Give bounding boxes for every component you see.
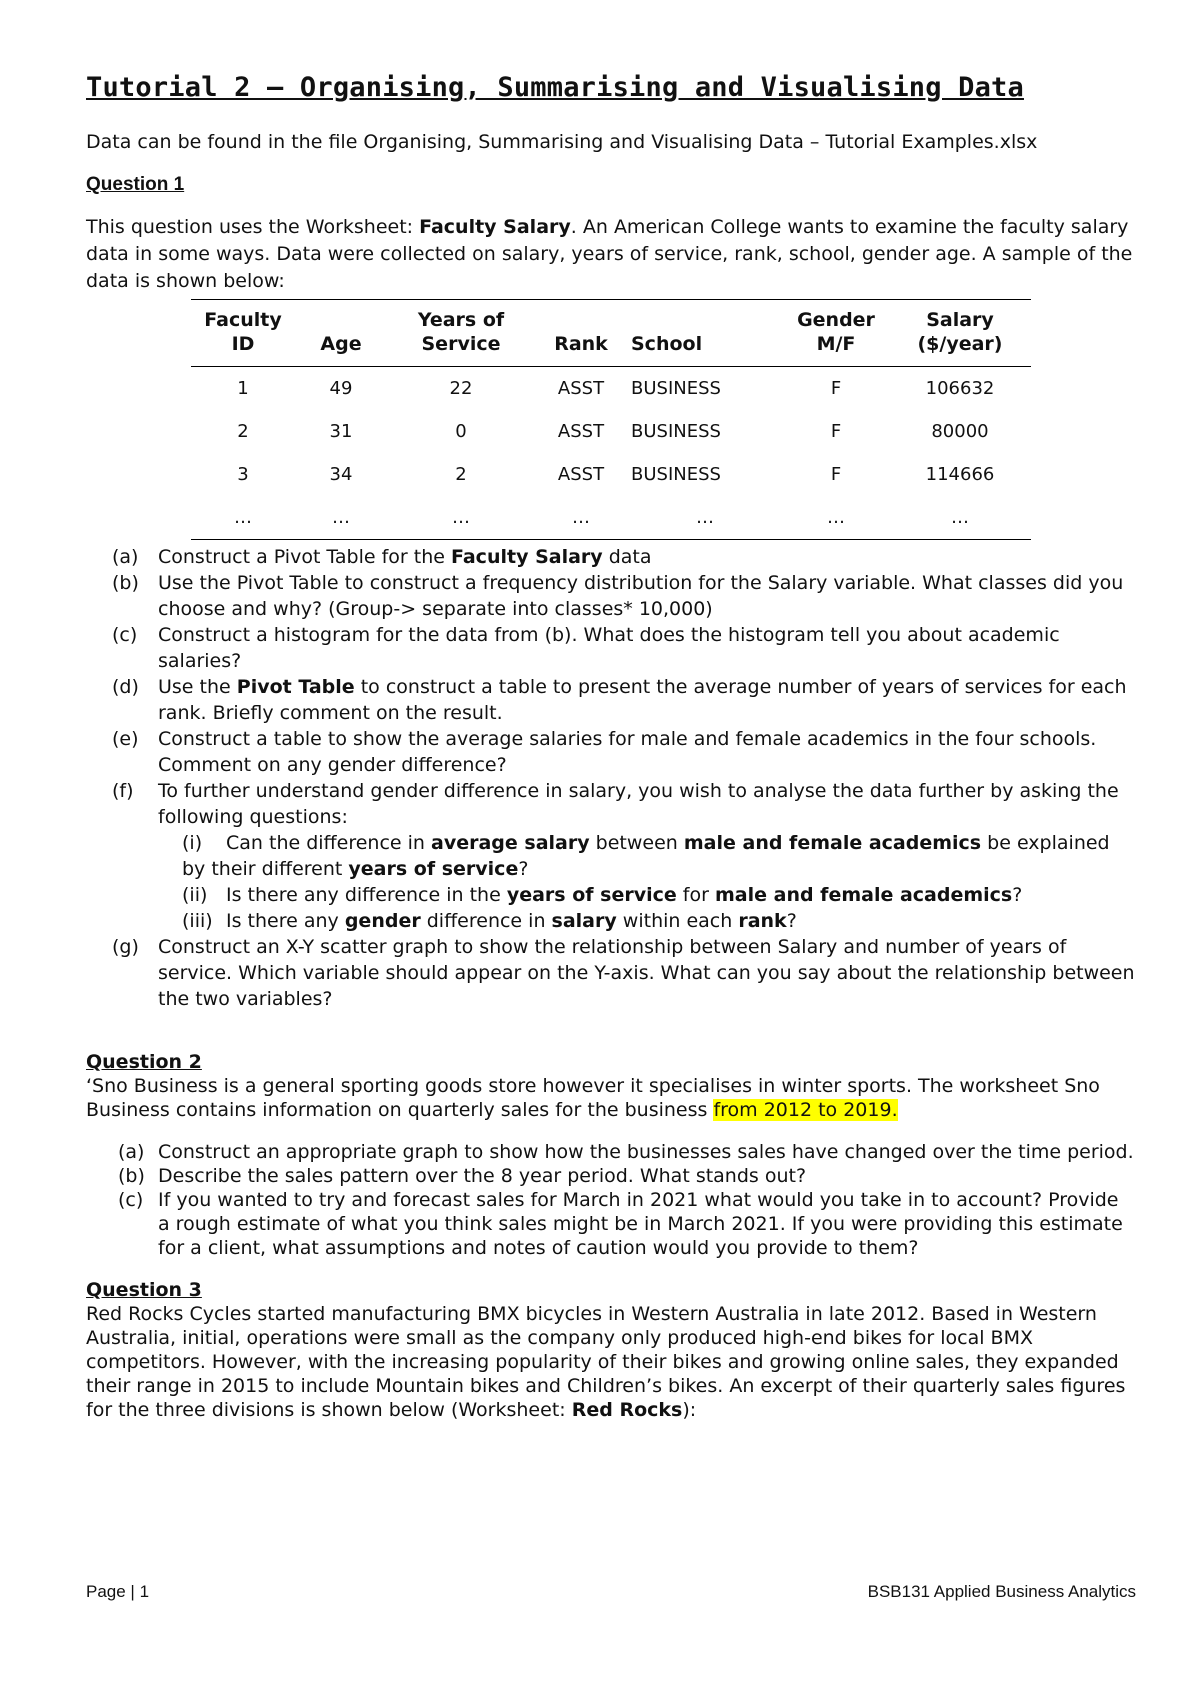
- part-label: (a): [112, 546, 139, 568]
- part-label: (c): [112, 624, 138, 646]
- part-label: (a): [118, 1141, 145, 1163]
- page-title: Tutorial 2 – Organising, Summarising and Visualising Data: [86, 72, 1024, 103]
- table-cell: 106632: [925, 378, 995, 399]
- table-row-ellipsis: [191, 496, 1031, 540]
- table-cell: 80000: [931, 421, 989, 442]
- table-cell: 2: [455, 464, 467, 485]
- q1-part-f-ii: (ii) Is there any difference in the years of service for male and female academics?: [182, 884, 1023, 906]
- faculty-salary-table: [191, 299, 1031, 540]
- table-cell: ASST: [557, 378, 605, 399]
- table-cell: BUSINESS: [631, 464, 721, 485]
- table-cell: 2: [237, 421, 249, 442]
- table-cell: …: [295, 496, 387, 540]
- table-cell: …: [627, 496, 783, 540]
- q1-part-b: (b) Use the Pivot Table to construct a frequency distribution for the Salary variable. What classes did you choose and why? (Group-> separate into classes* 10,000): [112, 572, 1124, 620]
- table-cell: 0: [455, 421, 467, 442]
- table-cell: …: [535, 496, 627, 540]
- col-header-age: Age: [295, 300, 387, 367]
- q1-part-e: (e) Construct a table to show the average salaries for male and female academics in the four schools. Comment on any gender difference?: [112, 728, 1097, 776]
- table-cell: 114666: [925, 464, 995, 485]
- table-cell: …: [889, 496, 1031, 540]
- question-1-text: This question uses the Worksheet: Faculty Salary. An American College wants to examine the faculty salary data in some ways. Data were collected on salary, years of service, rank, school, gender age. A sample of the data is shown below:: [86, 216, 1133, 292]
- col-header-school: School: [627, 300, 783, 367]
- table-cell: …: [783, 496, 889, 540]
- q1-part-a: (a) Construct a Pivot Table for the Faculty Salary data: [112, 546, 652, 568]
- question-2-parts: [86, 1140, 1136, 1260]
- question-1-parts: [86, 544, 1136, 830]
- table-header-row: [191, 300, 1031, 367]
- table-cell: 34: [329, 464, 353, 485]
- highlighted-text: from 2012 to 2019.: [713, 1099, 898, 1121]
- q1-part-f-subquestions: [86, 830, 1136, 934]
- question-3-text: Red Rocks Cycles started manufacturing BMX bicycles in Western Australia in late 2012. Based in Western Australia, initial, operations were small as the company only produced high-end bikes for local BMX competitors. However, with the increasing popularity of their bikes and growing online sales, they expanded their range in 2015 to include Mountain bikes and Children’s bikes. An excerpt of their quarterly sales figures for the three divisions is shown below (Worksheet: Red Rocks):: [86, 1303, 1126, 1421]
- table-cell: 1: [237, 378, 249, 399]
- table-cell: 31: [329, 421, 353, 442]
- q2-part-b: (b) Describe the sales pattern over the 8 year period. What stands out?: [118, 1165, 807, 1187]
- table-cell: …: [191, 496, 295, 540]
- table-cell: …: [387, 496, 535, 540]
- intro-text: Data can be found in the file Organising, Summarising and Visualising Data – Tutorial Examples.xlsx: [86, 131, 1038, 153]
- page-number: Page | 1: [86, 1582, 150, 1601]
- col-header-faculty-id: Faculty ID: [191, 300, 295, 367]
- table-cell: ASST: [557, 464, 605, 485]
- part-label: (e): [112, 728, 139, 750]
- part-label: (b): [112, 572, 139, 594]
- table-cell: BUSINESS: [631, 421, 721, 442]
- table-cell: 49: [329, 378, 353, 399]
- page-footer: [86, 1582, 1136, 1602]
- table-cell: F: [830, 378, 842, 399]
- part-label: (g): [112, 936, 139, 958]
- question-1-parts-cont: [86, 934, 1136, 1012]
- q1-part-f-iii: (iii) Is there any gender difference in salary within each rank?: [182, 910, 797, 932]
- table-cell: 3: [237, 464, 249, 485]
- document-page: [86, 72, 1136, 1422]
- part-label: (c): [118, 1189, 144, 1211]
- table-row: [191, 453, 1031, 496]
- table-cell: 22: [449, 378, 473, 399]
- part-label: (f): [112, 780, 134, 802]
- question-3-heading: Question 3: [86, 1279, 202, 1301]
- question-2-section: [86, 1050, 1136, 1260]
- question-2-heading: Question 2: [86, 1051, 202, 1073]
- q2-part-a: (a) Construct an appropriate graph to show how the businesses sales have changed over the time period.: [118, 1141, 1134, 1163]
- q1-part-d: (d) Use the Pivot Table to construct a table to present the average number of years of services for each rank. Briefly comment on the result.: [112, 676, 1127, 724]
- table-cell: F: [830, 464, 842, 485]
- q1-part-g: (g) Construct an X-Y scatter graph to show the relationship between Salary and number of years of service. Which variable should appear on the Y-axis. What can you say about the relationship between the two variables?: [112, 936, 1135, 1010]
- question-1-heading: Question 1: [86, 174, 185, 195]
- col-header-years-of-service: Years of Service: [387, 300, 535, 367]
- col-header-salary: Salary ($/year): [889, 300, 1031, 367]
- col-header-gender: Gender M/F: [783, 300, 889, 367]
- table-cell: F: [830, 421, 842, 442]
- table-cell: ASST: [557, 421, 605, 442]
- q2-part-c: (c) If you wanted to try and forecast sales for March in 2021 what would you take in to account? Provide a rough estimate of what you think sales might be in March 2021. If you were providing this estimate for a client, what assumptions and notes of caution would you provide to them?: [118, 1189, 1123, 1259]
- table-row: [191, 410, 1031, 453]
- part-label: (b): [118, 1165, 145, 1187]
- course-name: BSB131 Applied Business Analytics: [867, 1582, 1136, 1601]
- q1-part-f: (f) To further understand gender difference in salary, you wish to analyse the data further by asking the following questions:: [112, 780, 1119, 828]
- part-label: (d): [112, 676, 139, 698]
- table-cell: BUSINESS: [631, 378, 721, 399]
- col-header-rank: Rank: [535, 300, 627, 367]
- q1-part-c: (c) Construct a histogram for the data from (b). What does the histogram tell you about academic salaries?: [112, 624, 1060, 672]
- question-3-section: [86, 1278, 1136, 1422]
- question-2-text: ‘Sno Business is a general sporting goods store however it specialises in winter sports. The worksheet Sno Business contains information on quarterly sales for the business from 2012 to 2019.: [86, 1075, 1100, 1121]
- table-row: [191, 367, 1031, 411]
- q1-part-f-i: (i) Can the difference in average salary between male and female academics be explained by their different years of service?: [182, 832, 1110, 880]
